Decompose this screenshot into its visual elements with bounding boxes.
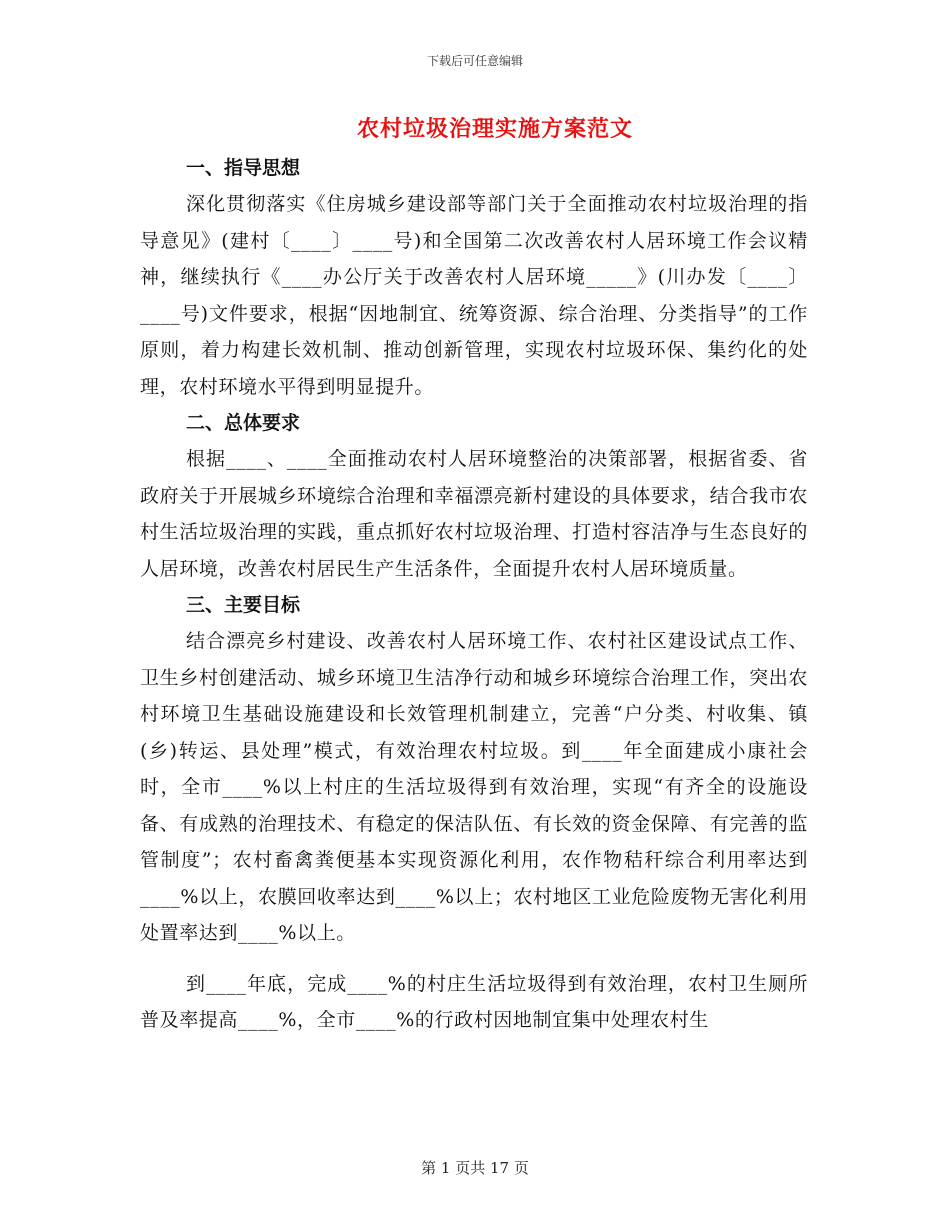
section-main-goals	[140, 587, 808, 1039]
section-guiding-ideology	[140, 150, 808, 405]
paragraph: 深化贯彻落实《住房城乡建设部等部门关于全面推动农村垃圾治理的指导意见》(建村〔____〕____号)和全国第二次改善农村人居环境工作会议精神，继续执行《____办公厅关于改善农村人居环境_____》(川办发〔____〕____号)文件要求，根据“因地制宜、统筹资源、综合治理、分类指导”的工作原则，着力构建长效机制、推动创新管理，实现农村垃圾环保、集约化的处理，农村环境水平得到明显提升。	[140, 193, 808, 398]
document-body	[140, 150, 808, 1039]
page-footer: 第 1 页共 17 页	[421, 1159, 529, 1177]
paragraph: 到____年底，完成____%的村庄生活垃圾得到有效治理，农村卫生厕所普及率提高____%，全市____%的行政村因地制宜集中处理农村生	[140, 972, 808, 1031]
document-title: 农村垃圾治理实施方案范文	[356, 117, 633, 142]
section-heading: 一、指导思想	[186, 157, 301, 179]
section-heading: 二、总体要求	[186, 412, 301, 434]
paragraph: 根据____、____全面推动农村人居环境整治的决策部署，根据省委、省政府关于开展城乡环境综合治理和幸福漂亮新村建设的具体要求，结合我市农村生活垃圾治理的实践，重点抓好农村垃圾治理、打造村容洁净与生态良好的人居环境，改善农村居民生产生活条件，全面提升农村人居环境质量。	[140, 448, 808, 580]
section-general-requirements	[140, 405, 808, 587]
paragraph: 结合漂亮乡村建设、改善农村人居环境工作、农村社区建设试点工作、卫生乡村创建活动、城乡环境卫生洁净行动和城乡环境综合治理工作，突出农村环境卫生基础设施建设和长效管理机制建立，完善“户分类、村收集、镇(乡)转运、县处理”模式，有效治理农村垃圾。到____年全面建成小康社会时，全市____%以上村庄的生活垃圾得到有效治理，实现“有齐全的设施设备、有成熟的治理技术、有稳定的保洁队伍、有长效的资金保障、有完善的监管制度”；农村畜禽粪便基本实现资源化利用，农作物秸秆综合利用率达到____%以上，农膜回收率达到____%以上；农村地区工业危险废物无害化利用处置率达到____%以上。	[140, 630, 808, 944]
header-note: 下载后可任意编辑	[426, 54, 523, 68]
section-heading: 三、主要目标	[186, 594, 301, 616]
